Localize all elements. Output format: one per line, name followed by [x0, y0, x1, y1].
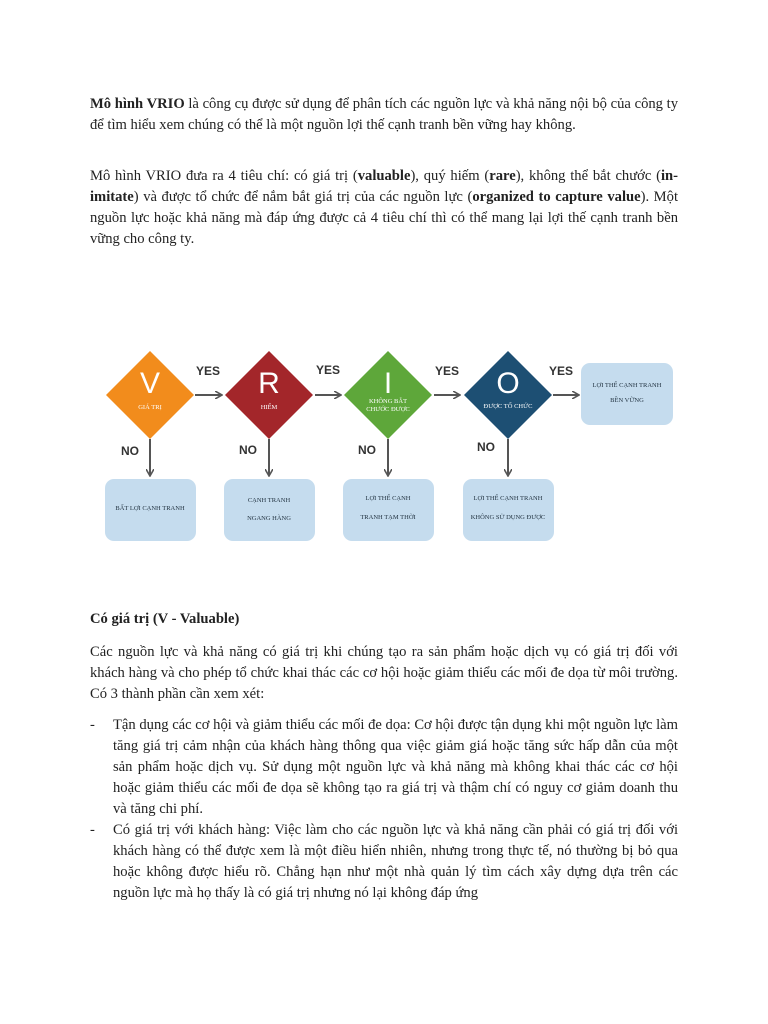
no-label-2: NO — [239, 443, 257, 457]
outcome-box-o — [463, 479, 554, 541]
final-outcome-box — [581, 363, 673, 425]
bullet-dash: - — [90, 822, 95, 838]
intro-paragraph-1 — [90, 94, 678, 136]
valuable-paragraph: Các nguồn lực và khả năng có giá trị khi chúng tạo ra sản phẩm hoặc dịch vụ có giá trị đối với khách hàng và cho phép tổ chức khai thác các cơ hội hoặc giảm thiểu các mối đe dọa từ môi trường. Có 3 thành phần cần xem xét: — [90, 644, 678, 702]
p2-part-d: ), không thể bắt chước ( — [515, 168, 661, 184]
term-rare: rare — [489, 168, 516, 184]
valuable-bullet-list — [90, 715, 678, 904]
diamond-o-letter: O — [496, 367, 520, 400]
outcome-o-line-2: KHÔNG SỬ DỤNG ĐƯỢC — [470, 514, 546, 521]
no-label-1: NO — [121, 444, 139, 458]
diamond-v — [106, 351, 194, 439]
outcome-i-line-2: TRANH TẠM THỜI — [360, 514, 416, 521]
p2-part-e: ) và được tổ chức để nắm bắt giá trị của các nguồn lực ( — [133, 189, 473, 205]
outcome-box-i — [343, 479, 434, 541]
diamond-i — [344, 351, 432, 439]
term-in-imitate: in-imitate — [90, 168, 678, 205]
intro-text-1: là công cụ được sử dụng để phân tích các nguồn lực và khả năng nội bộ của công ty để tìm hiểu xem chúng có thể là một nguồn lợi thế cạnh tranh bền vững hay không. — [90, 96, 678, 133]
outcome-o-shape — [463, 479, 554, 541]
diamond-o-label: ĐƯỢC TỔ CHỨC — [483, 403, 533, 410]
final-line-1: LỢI THẾ CẠNH TRANH — [592, 382, 662, 389]
diamond-i-letter: I — [383, 367, 393, 400]
p2-part-a: Mô hình VRIO đưa ra 4 tiêu chí: có giá trị ( — [90, 168, 358, 184]
final-box-shape — [581, 363, 673, 425]
outcome-r-shape — [224, 479, 315, 541]
bullet-dash: - — [90, 717, 95, 733]
vrio-diagram — [95, 263, 679, 571]
yes-label-4: YES — [548, 364, 574, 378]
outcome-box-r — [224, 479, 315, 541]
outcome-r-line-2: NGANG HÀNG — [247, 515, 291, 522]
section-heading-valuable: Có giá trị (V - Valuable) — [90, 611, 240, 627]
diamond-i-label-line-1: KHÔNG BẮT — [368, 398, 408, 405]
yes-label-1: YES — [195, 364, 221, 378]
yes-label-2: YES — [315, 363, 341, 377]
intro-paragraph-2 — [90, 166, 678, 250]
no-label-3: NO — [358, 443, 376, 457]
bullet-text-1: Tận dụng các cơ hội và giảm thiểu các mối đe dọa: Cơ hội được tận dụng khi một nguồn lực làm tăng giá trị cảm nhận của khách hàng thông qua việc giảm giá hoặc tăng sức hấp dẫn của một sản phẩm hoặc dịch vụ. Sử dụng một nguồn lực và khả năng mà không khai thác các cơ hội hoặc giảm thiểu các mối đe dọa sẽ không tạo ra giá trị và thậm chí có nguy cơ giảm doanh thu và tăng chi phí. — [113, 717, 678, 817]
outcome-r-line-1: CẠNH TRANH — [247, 497, 291, 504]
diamond-r — [225, 351, 313, 439]
yes-label-3: YES — [434, 364, 460, 378]
vrio-term: Mô hình VRIO — [90, 96, 185, 112]
p2-part-f: ). Một nguồn lực hoặc khả năng mà đáp ứng được cả 4 tiêu chí thì có thể mang lại lợi thế cạnh tranh bền vững cho công ty. — [90, 189, 679, 247]
outcome-o-line-1: LỢI THẾ CẠNH TRANH — [473, 495, 543, 502]
no-label-4: NO — [477, 440, 495, 454]
outcome-i-shape — [343, 479, 434, 541]
final-line-2: BỀN VỮNG — [610, 397, 644, 404]
list-item — [90, 715, 678, 820]
diamond-v-letter: V — [139, 367, 161, 400]
bullet-text-2: Có giá trị với khách hàng: Việc làm cho các nguồn lực và khả năng cần phải có giá trị đối với khách hàng có thể được xem là một điều hiển nhiên, nhưng trong thực tế, nó thường bị bỏ qua hoặc không được hiểu rõ. Chẳng hạn như một nhà quản lý tìm cách xây dựng dựa trên các nguồn lực mà họ thấy là có giá trị nhưng nó lại không đáp ứng — [113, 822, 678, 901]
diamond-r-letter: R — [258, 367, 280, 400]
diamond-v-label: GIÁ TRỊ — [138, 404, 162, 411]
list-item — [90, 820, 678, 904]
p2-part-c: ), quý hiếm ( — [410, 168, 490, 184]
outcome-v-line-1: BẤT LỢI CẠNH TRANH — [115, 505, 185, 512]
term-organized: organized to capture value — [472, 189, 641, 205]
outcome-i-line-1: LỢI THẾ CẠNH — [365, 495, 411, 502]
outcome-box-v — [105, 479, 196, 541]
term-valuable: valuable — [357, 168, 411, 184]
vrio-flowchart — [95, 263, 679, 571]
diamond-r-label: HIẾM — [260, 404, 278, 411]
diamond-i-label-line-2: CHƯỚC ĐƯỢC — [366, 406, 410, 413]
diamond-o — [464, 351, 552, 439]
